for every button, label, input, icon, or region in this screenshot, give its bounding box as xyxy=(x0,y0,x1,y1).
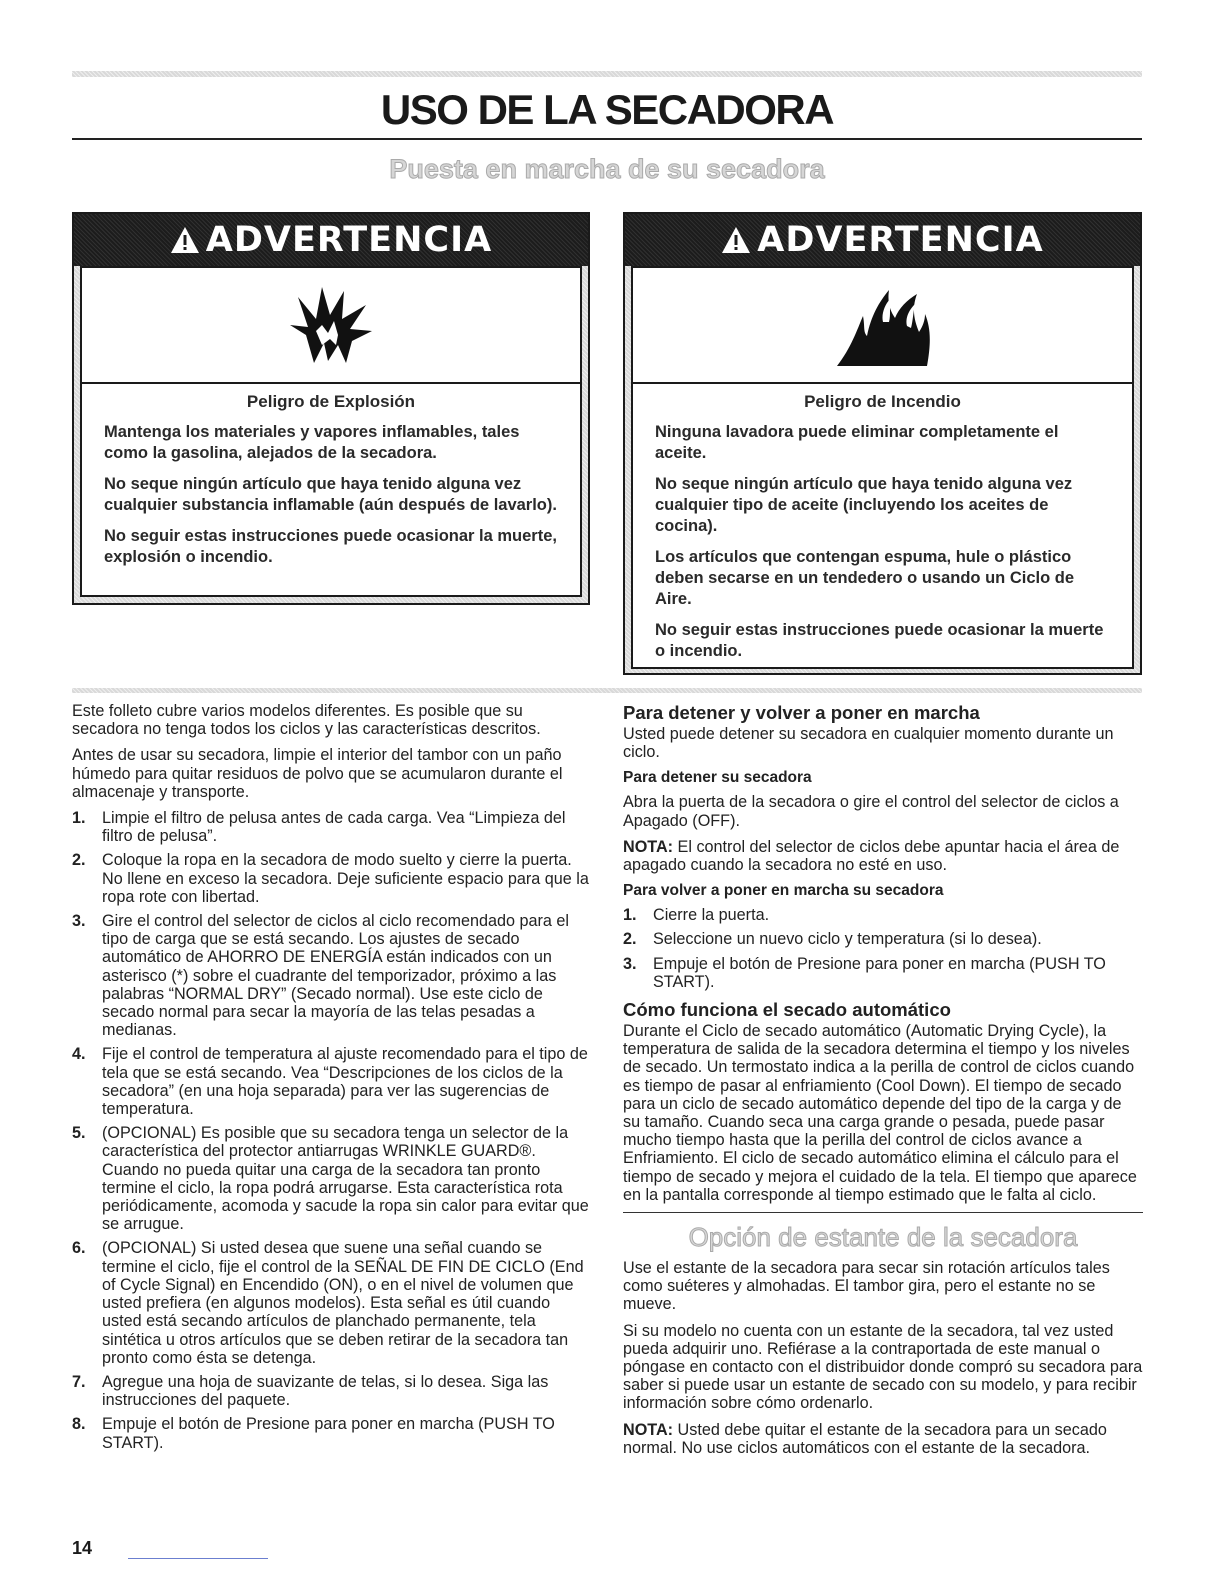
stop-heading: Para detener su secadora xyxy=(623,769,812,787)
step-number: 5. xyxy=(72,1124,86,1143)
note-label: NOTA: xyxy=(623,837,674,856)
step-text: Empuje el botón de Presione para poner en marcha (PUSH TO START). xyxy=(102,1415,555,1452)
list-item xyxy=(623,955,1143,991)
hazard-title: Peligro de Explosión xyxy=(246,392,416,411)
step-text: Gire el control del selector de ciclos al ciclo recomendado para el tipo de carga que se está secando. Los ajustes de secado automático de AHORRO DE ENERGÍA están indicados con un asterisco (*) sobre el cuadrante del temporizador, próximo a las palabras “NORMAL DRY” (Secado normal). Use este ciclo de secado normal para secar la mayoría de las telas pesadas a medianas. xyxy=(102,912,569,1040)
section-subtitle: Puesta en marcha de su secadora xyxy=(389,154,825,184)
explosion-warning-box xyxy=(72,212,590,605)
intro-paragraph: Este folleto cubre varios modelos diferentes. Es posible que su secadora no tenga todos los ciclos y las características descritos. xyxy=(72,702,541,739)
list-item xyxy=(623,930,1143,948)
explosion-icon xyxy=(286,285,376,365)
step-text: (OPCIONAL) Es posible que su secadora tenga un selector de la característica del protector antiarrugas WRINKLE GUARD®. Cuando no pueda quitar una carga de la secadora tan pronto termine el ciclo, la ropa podrá arrugarse. Esta característica rota periódicamente, acomoda y sacude la ropa sin calor para evitar que se arrugue. xyxy=(102,1124,589,1234)
fire-warning-box xyxy=(623,212,1142,675)
step-text: (OPCIONAL) Si usted desea que suene una señal cuando se termine el ciclo, fije el control de la SEÑAL DE FIN DE CICLO (End of Cycle Signal) en Encendido (ON), o en el nivel de volumen que usted prefiera (en algunos modelos). Esta señal es útil cuando usted está secando artículos de planchado permanente, tela sintética u otros artículos que se deben retirar de la secadora tan pronto como ésta se detenga. xyxy=(102,1239,584,1367)
step-text: Fije el control de temperatura al ajuste recomendado para el tipo de tela que se está secando. Vea “Descripciones de los ciclos de la secadora” (en una hoja separada) para ver las sugerencias de temperatura. xyxy=(102,1045,588,1119)
note-label: NOTA: xyxy=(623,1420,674,1439)
list-item xyxy=(72,1239,592,1366)
step-number: 1. xyxy=(623,906,637,925)
note-text: Usted debe quitar el estante de la secadora para un secado normal. No use ciclos automáticos con el estante de la secadora. xyxy=(623,1420,1107,1457)
title-rule xyxy=(72,138,1142,140)
warning-header xyxy=(74,214,588,266)
bottom-line xyxy=(128,1558,268,1559)
step-text: Limpie el filtro de pelusa antes de cada carga. Vea “Limpieza del filtro de pelusa”. xyxy=(102,809,566,846)
restart-heading: Para volver a poner en marcha su secadora xyxy=(623,882,944,900)
step-number: 3. xyxy=(72,912,86,931)
note-text: El control del selector de ciclos debe apuntar hacia el área de apagado cuando la secadora no esté en uso. xyxy=(623,837,1120,875)
section-rule xyxy=(623,1212,1143,1213)
page-title: USO DE LA SECADORA xyxy=(380,86,834,133)
warning-paragraph: No seguir estas instrucciones puede ocasionar la muerte, explosión o incendio. xyxy=(104,527,557,566)
list-item xyxy=(72,1045,592,1118)
step-text: Seleccione un nuevo ciclo y temperatura (si lo desea). xyxy=(653,930,1042,949)
step-number: 1. xyxy=(72,809,86,828)
stop-restart-heading: Para detener y volver a poner en marcha xyxy=(623,702,980,723)
auto-dry-text: Durante el Ciclo de secado automático (Automatic Drying Cycle), la temperatura de salida de la secadora determina el tiempo y los niveles de secado. Un termostato indica a la perilla de control de ciclos cuando es tiempo de pasar al enfriamiento (Cool Down). El tiempo de secado para un ciclo de secado automático depende del tipo de la carga y de su tamaño. Cuando seca una carga grande o pesada, puede pasar mucho tiempo hasta que la perilla del control de ciclos avance a Enfriamiento. El ciclo de secado automático elimina el cálculo para el tiempo de secado y mejora el cuidado de la tela. El tiempo que aparece en la pantalla corresponde al tiempo estimado que le falta al ciclo. xyxy=(623,1022,1137,1204)
warning-label: ADVERTENCIA xyxy=(757,220,1044,260)
step-text: Coloque la ropa en la secadora de modo suelto y cierre la puerta. No llene en exceso la secadora. Deje suficiente espacio para que la ropa rote con libertad. xyxy=(102,851,589,906)
list-item xyxy=(72,809,592,845)
left-column xyxy=(72,702,592,1458)
warning-triangle-icon xyxy=(721,226,751,254)
list-item xyxy=(72,912,592,1039)
stop-text: Abra la puerta de la secadora o gire el control del selector de ciclos a Apagado (OFF). xyxy=(623,793,1119,830)
warning-body xyxy=(80,384,582,597)
warning-paragraph: Ninguna lavadora puede eliminar completamente el aceite. xyxy=(655,423,1059,462)
warning-label: ADVERTENCIA xyxy=(205,220,493,260)
step-number: 6. xyxy=(72,1239,86,1258)
fire-icon xyxy=(833,282,933,368)
step-number: 7. xyxy=(72,1372,86,1391)
warning-paragraph: No seque ningún artículo que haya tenido alguna vez cualquier substancia inflamable (aún después de lavarlo). xyxy=(104,475,557,514)
start-steps-list xyxy=(72,809,592,1452)
warning-paragraph: Los artículos que contengan espuma, hule o plástico deben secarse en un tendedero o usando un Ciclo de Aire. xyxy=(655,548,1075,608)
rack-paragraph: Use el estante de la secadora para secar sin rotación artículos tales como suéteres y almohadas. El tambor gira, pero el estante no se mueve. xyxy=(623,1259,1110,1314)
list-item xyxy=(72,1373,592,1409)
step-number: 4. xyxy=(72,1045,86,1064)
warning-triangle-icon xyxy=(170,226,200,254)
step-number: 3. xyxy=(623,954,637,973)
warning-paragraph: Mantenga los materiales y vapores inflamables, tales como la gasolina, alejados de la secadora. xyxy=(104,423,520,462)
list-item xyxy=(623,906,1143,924)
stop-restart-intro: Usted puede detener su secadora en cualquier momento durante un ciclo. xyxy=(623,725,1114,762)
list-item xyxy=(72,1124,592,1233)
middle-hatched-rule xyxy=(72,688,1142,693)
step-text: Empuje el botón de Presione para poner en marcha (PUSH TO START). xyxy=(653,954,1106,991)
note-paragraph xyxy=(623,838,1143,874)
restart-steps-list xyxy=(623,906,1143,991)
rack-section-title: Opción de estante de la secadora xyxy=(688,1222,1078,1253)
warning-paragraph: No seque ningún artículo que haya tenido alguna vez cualquier tipo de aceite (incluyendo los aceites de cocina). xyxy=(655,475,1073,535)
step-number: 2. xyxy=(72,851,86,870)
step-text: Agregue una hoja de suavizante de telas, si lo desea. Siga las instrucciones del paquete. xyxy=(102,1372,549,1410)
warning-paragraph: No seguir estas instrucciones puede ocasionar la muerte o incendio. xyxy=(655,621,1104,660)
warning-body xyxy=(631,384,1134,669)
note-paragraph xyxy=(623,1421,1143,1457)
step-number: 2. xyxy=(623,930,637,949)
warning-pictogram-area xyxy=(631,266,1134,384)
list-item xyxy=(72,1415,592,1451)
step-text: Cierre la puerta. xyxy=(653,906,770,925)
warning-header xyxy=(625,214,1140,266)
step-number: 8. xyxy=(72,1415,86,1434)
page-number: 14 xyxy=(72,1538,93,1558)
hazard-title: Peligro de Incendio xyxy=(804,392,961,411)
intro-paragraph: Antes de usar su secadora, limpie el interior del tambor con un paño húmedo para quitar residuos de polvo que se acumularon durante el almacenaje y transporte. xyxy=(72,746,563,801)
warning-pictogram-area xyxy=(80,266,582,384)
list-item xyxy=(72,851,592,906)
top-hatched-rule xyxy=(72,71,1142,77)
auto-dry-heading: Cómo funciona el secado automático xyxy=(623,999,951,1021)
rack-paragraph: Si su modelo no cuenta con un estante de la secadora, tal vez usted pueda adquirir uno. Refiérase a la contraportada de este manual o póngase en contacto con el distribuidor donde compró su secadora para saber si puede usar un estante de secado con su modelo, y para recibir información sobre cómo ordenarlo. xyxy=(623,1321,1143,1413)
right-column xyxy=(623,702,1143,1465)
